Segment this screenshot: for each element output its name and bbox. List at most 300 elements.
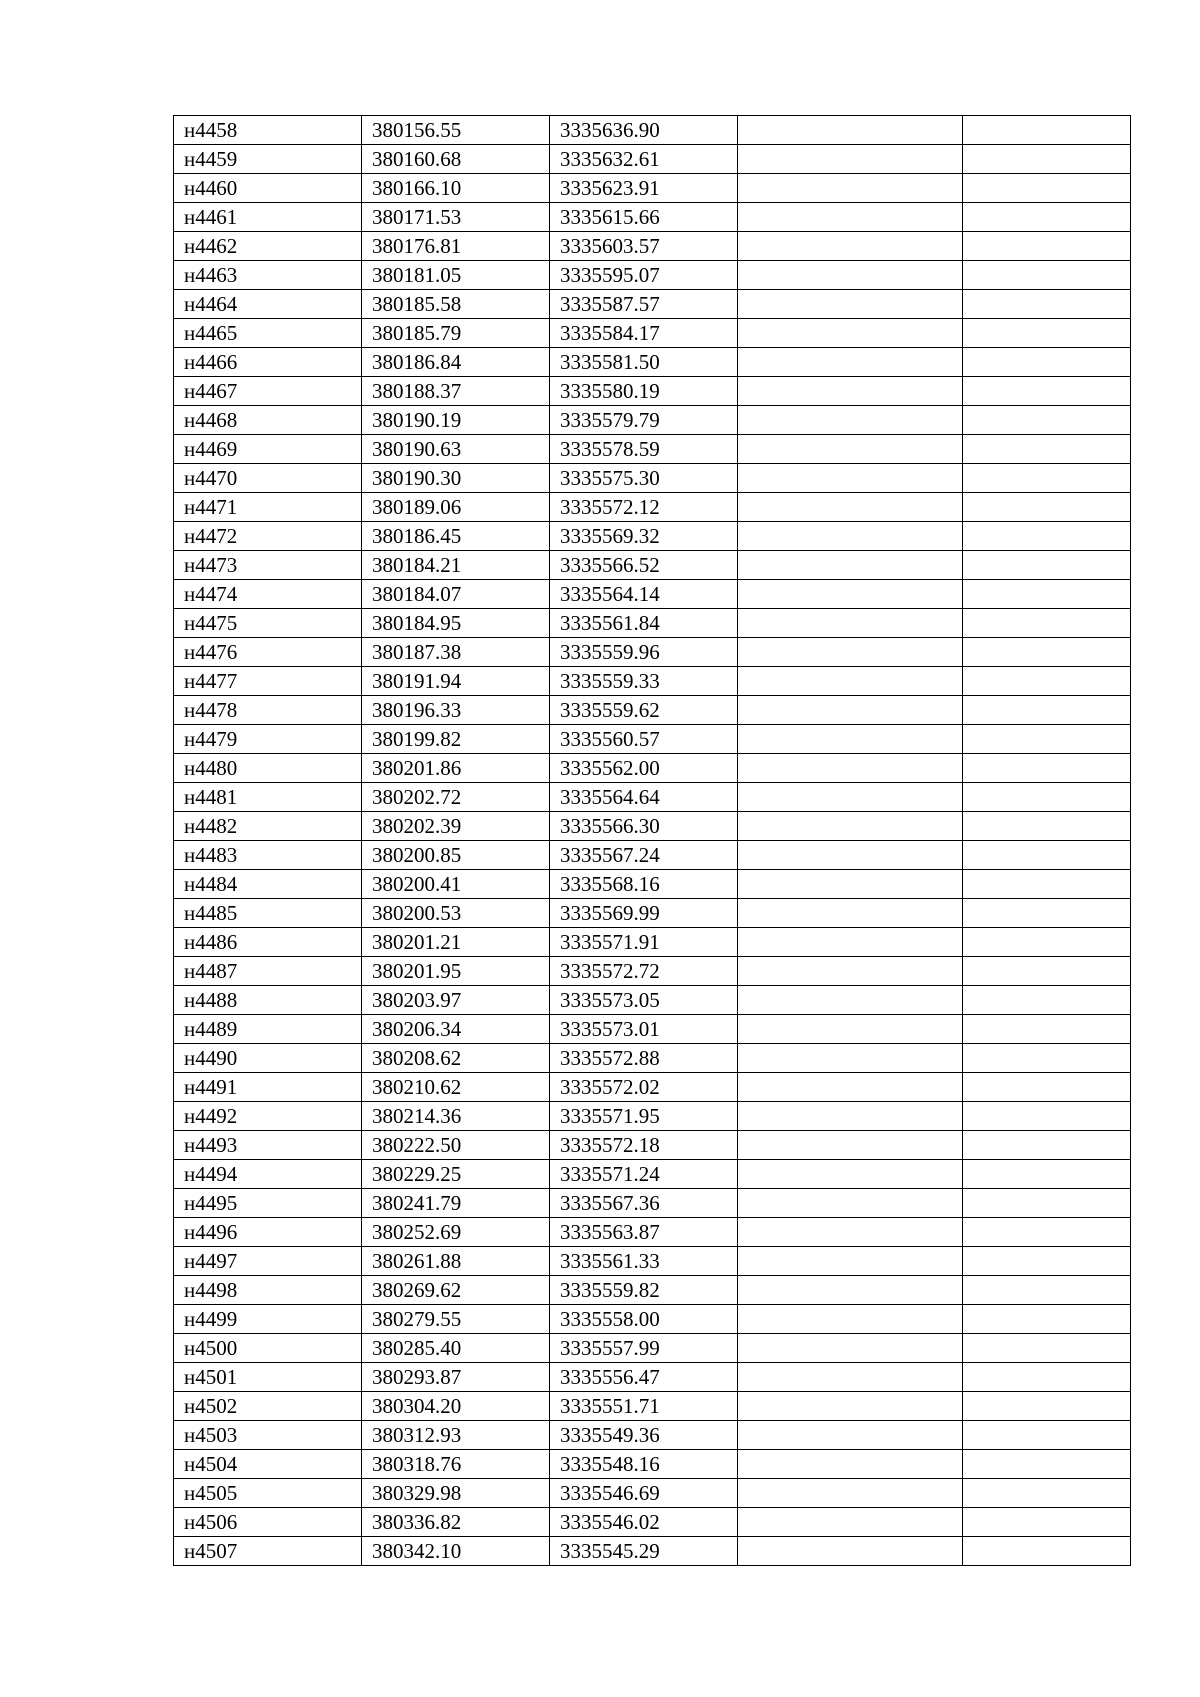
point-id-cell: н4474 — [174, 580, 362, 609]
table-row — [174, 174, 1131, 203]
table-row — [174, 261, 1131, 290]
empty-cell-5 — [963, 261, 1131, 290]
point-id-cell: н4488 — [174, 986, 362, 1015]
point-id-cell: н4490 — [174, 1044, 362, 1073]
table-row — [174, 1218, 1131, 1247]
point-id-cell: н4480 — [174, 754, 362, 783]
y-coordinate-cell: 3335549.36 — [550, 1421, 738, 1450]
empty-cell-4 — [738, 667, 963, 696]
y-coordinate-cell: 3335623.91 — [550, 174, 738, 203]
empty-cell-4 — [738, 725, 963, 754]
empty-cell-4 — [738, 174, 963, 203]
x-coordinate-cell: 380188.37 — [362, 377, 550, 406]
point-id-cell: н4463 — [174, 261, 362, 290]
empty-cell-5 — [963, 1276, 1131, 1305]
empty-cell-5 — [963, 551, 1131, 580]
table-row — [174, 232, 1131, 261]
empty-cell-4 — [738, 870, 963, 899]
table-row — [174, 1537, 1131, 1566]
empty-cell-4 — [738, 899, 963, 928]
point-id-cell: н4458 — [174, 116, 362, 145]
y-coordinate-cell: 3335556.47 — [550, 1363, 738, 1392]
y-coordinate-cell: 3335584.17 — [550, 319, 738, 348]
x-coordinate-cell: 380196.33 — [362, 696, 550, 725]
y-coordinate-cell: 3335581.50 — [550, 348, 738, 377]
y-coordinate-cell: 3335561.33 — [550, 1247, 738, 1276]
empty-cell-4 — [738, 1392, 963, 1421]
x-coordinate-cell: 380176.81 — [362, 232, 550, 261]
y-coordinate-cell: 3335571.95 — [550, 1102, 738, 1131]
empty-cell-4 — [738, 1305, 963, 1334]
x-coordinate-cell: 380201.21 — [362, 928, 550, 957]
point-id-cell: н4501 — [174, 1363, 362, 1392]
empty-cell-5 — [963, 899, 1131, 928]
empty-cell-5 — [963, 1421, 1131, 1450]
point-id-cell: н4472 — [174, 522, 362, 551]
table-row — [174, 1102, 1131, 1131]
y-coordinate-cell: 3335572.12 — [550, 493, 738, 522]
y-coordinate-cell: 3335559.96 — [550, 638, 738, 667]
y-coordinate-cell: 3335560.57 — [550, 725, 738, 754]
table-row — [174, 1276, 1131, 1305]
y-coordinate-cell: 3335575.30 — [550, 464, 738, 493]
empty-cell-5 — [963, 1537, 1131, 1566]
y-coordinate-cell: 3335564.14 — [550, 580, 738, 609]
point-id-cell: н4483 — [174, 841, 362, 870]
empty-cell-5 — [963, 1392, 1131, 1421]
empty-cell-4 — [738, 261, 963, 290]
x-coordinate-cell: 380222.50 — [362, 1131, 550, 1160]
empty-cell-4 — [738, 1334, 963, 1363]
empty-cell-4 — [738, 406, 963, 435]
x-coordinate-cell: 380293.87 — [362, 1363, 550, 1392]
y-coordinate-cell: 3335564.64 — [550, 783, 738, 812]
x-coordinate-cell: 380184.95 — [362, 609, 550, 638]
point-id-cell: н4502 — [174, 1392, 362, 1421]
y-coordinate-cell: 3335551.71 — [550, 1392, 738, 1421]
empty-cell-4 — [738, 348, 963, 377]
empty-cell-5 — [963, 783, 1131, 812]
empty-cell-5 — [963, 290, 1131, 319]
point-id-cell: н4465 — [174, 319, 362, 348]
table-row — [174, 1479, 1131, 1508]
table-row — [174, 348, 1131, 377]
table-row — [174, 290, 1131, 319]
empty-cell-4 — [738, 145, 963, 174]
y-coordinate-cell: 3335546.02 — [550, 1508, 738, 1537]
empty-cell-4 — [738, 464, 963, 493]
empty-cell-5 — [963, 1131, 1131, 1160]
y-coordinate-cell: 3335568.16 — [550, 870, 738, 899]
point-id-cell: н4498 — [174, 1276, 362, 1305]
point-id-cell: н4504 — [174, 1450, 362, 1479]
x-coordinate-cell: 380202.72 — [362, 783, 550, 812]
empty-cell-5 — [963, 841, 1131, 870]
x-coordinate-cell: 380229.25 — [362, 1160, 550, 1189]
empty-cell-5 — [963, 1247, 1131, 1276]
empty-cell-5 — [963, 986, 1131, 1015]
table-row — [174, 1508, 1131, 1537]
empty-cell-5 — [963, 116, 1131, 145]
point-id-cell: н4459 — [174, 145, 362, 174]
table-row — [174, 986, 1131, 1015]
y-coordinate-cell: 3335563.87 — [550, 1218, 738, 1247]
point-id-cell: н4478 — [174, 696, 362, 725]
point-id-cell: н4487 — [174, 957, 362, 986]
x-coordinate-cell: 380285.40 — [362, 1334, 550, 1363]
empty-cell-5 — [963, 580, 1131, 609]
table-row — [174, 319, 1131, 348]
table-row — [174, 638, 1131, 667]
table-row — [174, 145, 1131, 174]
table-row — [174, 116, 1131, 145]
table-row — [174, 1363, 1131, 1392]
empty-cell-5 — [963, 406, 1131, 435]
empty-cell-5 — [963, 493, 1131, 522]
table-row — [174, 464, 1131, 493]
point-id-cell: н4484 — [174, 870, 362, 899]
empty-cell-4 — [738, 957, 963, 986]
y-coordinate-cell: 3335572.72 — [550, 957, 738, 986]
empty-cell-5 — [963, 609, 1131, 638]
empty-cell-5 — [963, 435, 1131, 464]
y-coordinate-cell: 3335561.84 — [550, 609, 738, 638]
x-coordinate-cell: 380187.38 — [362, 638, 550, 667]
empty-cell-5 — [963, 1015, 1131, 1044]
point-id-cell: н4468 — [174, 406, 362, 435]
x-coordinate-cell: 380214.36 — [362, 1102, 550, 1131]
empty-cell-4 — [738, 986, 963, 1015]
empty-cell-5 — [963, 638, 1131, 667]
x-coordinate-cell: 380336.82 — [362, 1508, 550, 1537]
point-id-cell: н4476 — [174, 638, 362, 667]
point-id-cell: н4494 — [174, 1160, 362, 1189]
y-coordinate-cell: 3335595.07 — [550, 261, 738, 290]
empty-cell-4 — [738, 1276, 963, 1305]
y-coordinate-cell: 3335567.24 — [550, 841, 738, 870]
x-coordinate-cell: 380269.62 — [362, 1276, 550, 1305]
y-coordinate-cell: 3335569.32 — [550, 522, 738, 551]
table-row — [174, 754, 1131, 783]
y-coordinate-cell: 3335572.88 — [550, 1044, 738, 1073]
table-row — [174, 870, 1131, 899]
x-coordinate-cell: 380312.93 — [362, 1421, 550, 1450]
y-coordinate-cell: 3335567.36 — [550, 1189, 738, 1218]
x-coordinate-cell: 380184.07 — [362, 580, 550, 609]
table-row — [174, 203, 1131, 232]
table-row — [174, 1450, 1131, 1479]
table-row — [174, 725, 1131, 754]
point-id-cell: н4477 — [174, 667, 362, 696]
x-coordinate-cell: 380200.85 — [362, 841, 550, 870]
point-id-cell: н4492 — [174, 1102, 362, 1131]
empty-cell-4 — [738, 435, 963, 464]
table-row — [174, 1015, 1131, 1044]
point-id-cell: н4495 — [174, 1189, 362, 1218]
x-coordinate-cell: 380210.62 — [362, 1073, 550, 1102]
point-id-cell: н4466 — [174, 348, 362, 377]
empty-cell-4 — [738, 1537, 963, 1566]
empty-cell-5 — [963, 870, 1131, 899]
point-id-cell: н4496 — [174, 1218, 362, 1247]
x-coordinate-cell: 380202.39 — [362, 812, 550, 841]
y-coordinate-cell: 3335636.90 — [550, 116, 738, 145]
x-coordinate-cell: 380160.68 — [362, 145, 550, 174]
empty-cell-4 — [738, 638, 963, 667]
y-coordinate-cell: 3335615.66 — [550, 203, 738, 232]
y-coordinate-cell: 3335559.62 — [550, 696, 738, 725]
empty-cell-4 — [738, 1160, 963, 1189]
table-row — [174, 435, 1131, 464]
point-id-cell: н4507 — [174, 1537, 362, 1566]
table-row — [174, 928, 1131, 957]
empty-cell-4 — [738, 812, 963, 841]
table-row — [174, 1305, 1131, 1334]
table-row — [174, 667, 1131, 696]
point-id-cell: н4469 — [174, 435, 362, 464]
y-coordinate-cell: 3335573.01 — [550, 1015, 738, 1044]
x-coordinate-cell: 380199.82 — [362, 725, 550, 754]
x-coordinate-cell: 380190.63 — [362, 435, 550, 464]
x-coordinate-cell: 380342.10 — [362, 1537, 550, 1566]
x-coordinate-cell: 380279.55 — [362, 1305, 550, 1334]
point-id-cell: н4461 — [174, 203, 362, 232]
point-id-cell: н4485 — [174, 899, 362, 928]
table-row — [174, 406, 1131, 435]
table-row — [174, 696, 1131, 725]
table-row — [174, 493, 1131, 522]
x-coordinate-cell: 380171.53 — [362, 203, 550, 232]
empty-cell-5 — [963, 319, 1131, 348]
point-id-cell: н4467 — [174, 377, 362, 406]
x-coordinate-cell: 380318.76 — [362, 1450, 550, 1479]
x-coordinate-cell: 380261.88 — [362, 1247, 550, 1276]
empty-cell-5 — [963, 1189, 1131, 1218]
empty-cell-5 — [963, 203, 1131, 232]
empty-cell-5 — [963, 232, 1131, 261]
x-coordinate-cell: 380190.19 — [362, 406, 550, 435]
empty-cell-4 — [738, 377, 963, 406]
point-id-cell: н4482 — [174, 812, 362, 841]
point-id-cell: н4473 — [174, 551, 362, 580]
empty-cell-4 — [738, 319, 963, 348]
x-coordinate-cell: 380201.86 — [362, 754, 550, 783]
point-id-cell: н4493 — [174, 1131, 362, 1160]
point-id-cell: н4497 — [174, 1247, 362, 1276]
empty-cell-5 — [963, 174, 1131, 203]
empty-cell-4 — [738, 290, 963, 319]
empty-cell-5 — [963, 812, 1131, 841]
x-coordinate-cell: 380201.95 — [362, 957, 550, 986]
y-coordinate-cell: 3335573.05 — [550, 986, 738, 1015]
empty-cell-4 — [738, 1218, 963, 1247]
table-row — [174, 1247, 1131, 1276]
y-coordinate-cell: 3335558.00 — [550, 1305, 738, 1334]
point-id-cell: н4499 — [174, 1305, 362, 1334]
table-row — [174, 812, 1131, 841]
point-id-cell: н4500 — [174, 1334, 362, 1363]
empty-cell-4 — [738, 203, 963, 232]
y-coordinate-cell: 3335578.59 — [550, 435, 738, 464]
point-id-cell: н4486 — [174, 928, 362, 957]
y-coordinate-cell: 3335603.57 — [550, 232, 738, 261]
coordinates-table — [173, 115, 1131, 1566]
point-id-cell: н4489 — [174, 1015, 362, 1044]
empty-cell-4 — [738, 1450, 963, 1479]
empty-cell-5 — [963, 377, 1131, 406]
x-coordinate-cell: 380200.53 — [362, 899, 550, 928]
empty-cell-5 — [963, 957, 1131, 986]
coordinates-table-body — [174, 116, 1131, 1566]
empty-cell-4 — [738, 580, 963, 609]
table-row — [174, 377, 1131, 406]
x-coordinate-cell: 380181.05 — [362, 261, 550, 290]
empty-cell-5 — [963, 1305, 1131, 1334]
x-coordinate-cell: 380200.41 — [362, 870, 550, 899]
table-row — [174, 609, 1131, 638]
x-coordinate-cell: 380208.62 — [362, 1044, 550, 1073]
empty-cell-5 — [963, 1508, 1131, 1537]
x-coordinate-cell: 380191.94 — [362, 667, 550, 696]
y-coordinate-cell: 3335572.02 — [550, 1073, 738, 1102]
point-id-cell: н4470 — [174, 464, 362, 493]
empty-cell-5 — [963, 725, 1131, 754]
x-coordinate-cell: 380186.84 — [362, 348, 550, 377]
y-coordinate-cell: 3335632.61 — [550, 145, 738, 174]
point-id-cell: н4460 — [174, 174, 362, 203]
y-coordinate-cell: 3335566.52 — [550, 551, 738, 580]
empty-cell-4 — [738, 1015, 963, 1044]
y-coordinate-cell: 3335566.30 — [550, 812, 738, 841]
table-row — [174, 1392, 1131, 1421]
point-id-cell: н4471 — [174, 493, 362, 522]
point-id-cell: н4506 — [174, 1508, 362, 1537]
table-row — [174, 1131, 1131, 1160]
table-row — [174, 1334, 1131, 1363]
y-coordinate-cell: 3335571.91 — [550, 928, 738, 957]
empty-cell-4 — [738, 754, 963, 783]
empty-cell-5 — [963, 1073, 1131, 1102]
x-coordinate-cell: 380252.69 — [362, 1218, 550, 1247]
table-row — [174, 899, 1131, 928]
empty-cell-4 — [738, 1073, 963, 1102]
empty-cell-5 — [963, 1102, 1131, 1131]
y-coordinate-cell: 3335579.79 — [550, 406, 738, 435]
y-coordinate-cell: 3335569.99 — [550, 899, 738, 928]
x-coordinate-cell: 380329.98 — [362, 1479, 550, 1508]
x-coordinate-cell: 380206.34 — [362, 1015, 550, 1044]
empty-cell-4 — [738, 551, 963, 580]
empty-cell-5 — [963, 348, 1131, 377]
empty-cell-5 — [963, 1160, 1131, 1189]
x-coordinate-cell: 380156.55 — [362, 116, 550, 145]
y-coordinate-cell: 3335562.00 — [550, 754, 738, 783]
table-row — [174, 1189, 1131, 1218]
empty-cell-5 — [963, 696, 1131, 725]
empty-cell-5 — [963, 145, 1131, 174]
empty-cell-4 — [738, 1479, 963, 1508]
empty-cell-4 — [738, 696, 963, 725]
point-id-cell: н4464 — [174, 290, 362, 319]
x-coordinate-cell: 380304.20 — [362, 1392, 550, 1421]
empty-cell-5 — [963, 754, 1131, 783]
y-coordinate-cell: 3335571.24 — [550, 1160, 738, 1189]
empty-cell-4 — [738, 522, 963, 551]
point-id-cell: н4491 — [174, 1073, 362, 1102]
table-row — [174, 783, 1131, 812]
y-coordinate-cell: 3335559.82 — [550, 1276, 738, 1305]
x-coordinate-cell: 380190.30 — [362, 464, 550, 493]
point-id-cell: н4475 — [174, 609, 362, 638]
y-coordinate-cell: 3335546.69 — [550, 1479, 738, 1508]
empty-cell-5 — [963, 928, 1131, 957]
empty-cell-5 — [963, 522, 1131, 551]
y-coordinate-cell: 3335557.99 — [550, 1334, 738, 1363]
x-coordinate-cell: 380184.21 — [362, 551, 550, 580]
empty-cell-4 — [738, 1363, 963, 1392]
empty-cell-4 — [738, 609, 963, 638]
empty-cell-5 — [963, 1450, 1131, 1479]
empty-cell-4 — [738, 1044, 963, 1073]
empty-cell-4 — [738, 232, 963, 261]
empty-cell-4 — [738, 1102, 963, 1131]
table-row — [174, 522, 1131, 551]
y-coordinate-cell: 3335572.18 — [550, 1131, 738, 1160]
x-coordinate-cell: 380241.79 — [362, 1189, 550, 1218]
x-coordinate-cell: 380189.06 — [362, 493, 550, 522]
table-row — [174, 580, 1131, 609]
point-id-cell: н4479 — [174, 725, 362, 754]
empty-cell-4 — [738, 1247, 963, 1276]
y-coordinate-cell: 3335548.16 — [550, 1450, 738, 1479]
point-id-cell: н4503 — [174, 1421, 362, 1450]
empty-cell-5 — [963, 667, 1131, 696]
y-coordinate-cell: 3335545.29 — [550, 1537, 738, 1566]
table-row — [174, 551, 1131, 580]
empty-cell-5 — [963, 1479, 1131, 1508]
empty-cell-4 — [738, 1508, 963, 1537]
empty-cell-5 — [963, 464, 1131, 493]
table-row — [174, 1044, 1131, 1073]
table-row — [174, 1160, 1131, 1189]
point-id-cell: н4505 — [174, 1479, 362, 1508]
table-row — [174, 1073, 1131, 1102]
empty-cell-5 — [963, 1334, 1131, 1363]
table-row — [174, 957, 1131, 986]
empty-cell-4 — [738, 116, 963, 145]
empty-cell-5 — [963, 1218, 1131, 1247]
empty-cell-4 — [738, 493, 963, 522]
empty-cell-5 — [963, 1044, 1131, 1073]
empty-cell-4 — [738, 783, 963, 812]
x-coordinate-cell: 380185.79 — [362, 319, 550, 348]
empty-cell-4 — [738, 1189, 963, 1218]
x-coordinate-cell: 380186.45 — [362, 522, 550, 551]
point-id-cell: н4462 — [174, 232, 362, 261]
x-coordinate-cell: 380185.58 — [362, 290, 550, 319]
x-coordinate-cell: 380166.10 — [362, 174, 550, 203]
empty-cell-4 — [738, 1421, 963, 1450]
table-row — [174, 841, 1131, 870]
empty-cell-4 — [738, 1131, 963, 1160]
empty-cell-4 — [738, 841, 963, 870]
table-row — [174, 1421, 1131, 1450]
y-coordinate-cell: 3335559.33 — [550, 667, 738, 696]
y-coordinate-cell: 3335580.19 — [550, 377, 738, 406]
empty-cell-4 — [738, 928, 963, 957]
point-id-cell: н4481 — [174, 783, 362, 812]
empty-cell-5 — [963, 1363, 1131, 1392]
